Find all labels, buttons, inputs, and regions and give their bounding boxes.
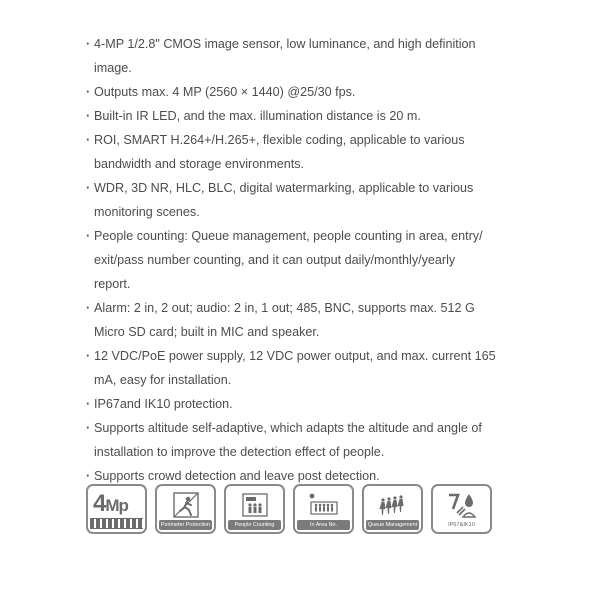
feature-line: Supports crowd detection and leave post detection. [94, 469, 380, 483]
feature-item [86, 80, 516, 104]
people-counting-caption: People Counting [228, 520, 281, 530]
in-area-number-badge [293, 484, 354, 534]
feature-line: ROI, SMART H.264+/H.265+, flexible coding, applicable to various [94, 133, 465, 147]
feature-section [86, 32, 516, 488]
in-area-number-icon [295, 489, 352, 521]
feature-line: IP67and IK10 protection. [94, 397, 233, 411]
feature-line: Outputs max. 4 MP (2560 × 1440) @25/30 fps. [94, 85, 356, 99]
feature-item [86, 392, 516, 416]
feature-item [86, 344, 516, 392]
feature-line: People counting: Queue management, people counting in area, entry/ [94, 229, 483, 243]
feature-item [86, 296, 516, 344]
queue-management-caption: Queue Management [367, 522, 418, 528]
feature-item [86, 32, 516, 80]
feature-badge-row [86, 484, 506, 536]
feature-list [86, 32, 516, 488]
in-area-number-caption: In Area No. [297, 520, 350, 530]
feature-line: Alarm: 2 in, 2 out; audio: 2 in, 1 out; 485, BNC, supports max. 512 G [94, 301, 475, 315]
ip67-ik10-caption: IP67&IK10 [448, 522, 475, 528]
perimeter-protection-badge [155, 484, 216, 534]
queue-management-badge [362, 484, 423, 534]
feature-line: Supports altitude self-adaptive, which adapts the altitude and angle of [94, 421, 482, 435]
perimeter-protection-caption: Perimeter Protection [160, 522, 211, 528]
feature-line: report. [94, 277, 131, 291]
resolution-label [93, 491, 128, 519]
feature-line: Micro SD card; built in MIC and speaker. [94, 325, 320, 339]
feature-item [86, 224, 516, 296]
filmstrip-icon [90, 518, 143, 529]
feature-item [86, 128, 516, 176]
feature-item [86, 176, 516, 224]
feature-line: image. [94, 61, 132, 75]
feature-line: 12 VDC/PoE power supply, 12 VDC power output, and max. current 165 [94, 349, 496, 363]
resolution-badge [86, 484, 147, 534]
queue-management-icon [364, 489, 421, 521]
resolution-unit: Mp [105, 496, 128, 515]
feature-line: Built-in IR LED, and the max. illumination distance is 20 m. [94, 109, 421, 123]
perimeter-protection-icon [157, 489, 214, 521]
feature-line: WDR, 3D NR, HLC, BLC, digital watermarking, applicable to various [94, 181, 474, 195]
feature-item [86, 416, 516, 464]
feature-line: bandwidth and storage environments. [94, 157, 305, 171]
feature-line: installation to improve the detection effect of people. [94, 445, 385, 459]
feature-line: exit/pass number counting, and it can output daily/monthly/yearly [94, 253, 456, 267]
feature-item [86, 104, 516, 128]
feature-line: 4-MP 1/2.8" CMOS image sensor, low luminance, and high definition [94, 37, 476, 51]
people-counting-icon [226, 489, 283, 521]
ip67-ik10-icon [433, 489, 490, 521]
feature-line: monitoring scenes. [94, 205, 200, 219]
people-counting-badge [224, 484, 285, 534]
feature-line: mA, easy for installation. [94, 373, 232, 387]
resolution-number: 4 [93, 490, 106, 517]
ip67-ik10-badge [431, 484, 492, 534]
